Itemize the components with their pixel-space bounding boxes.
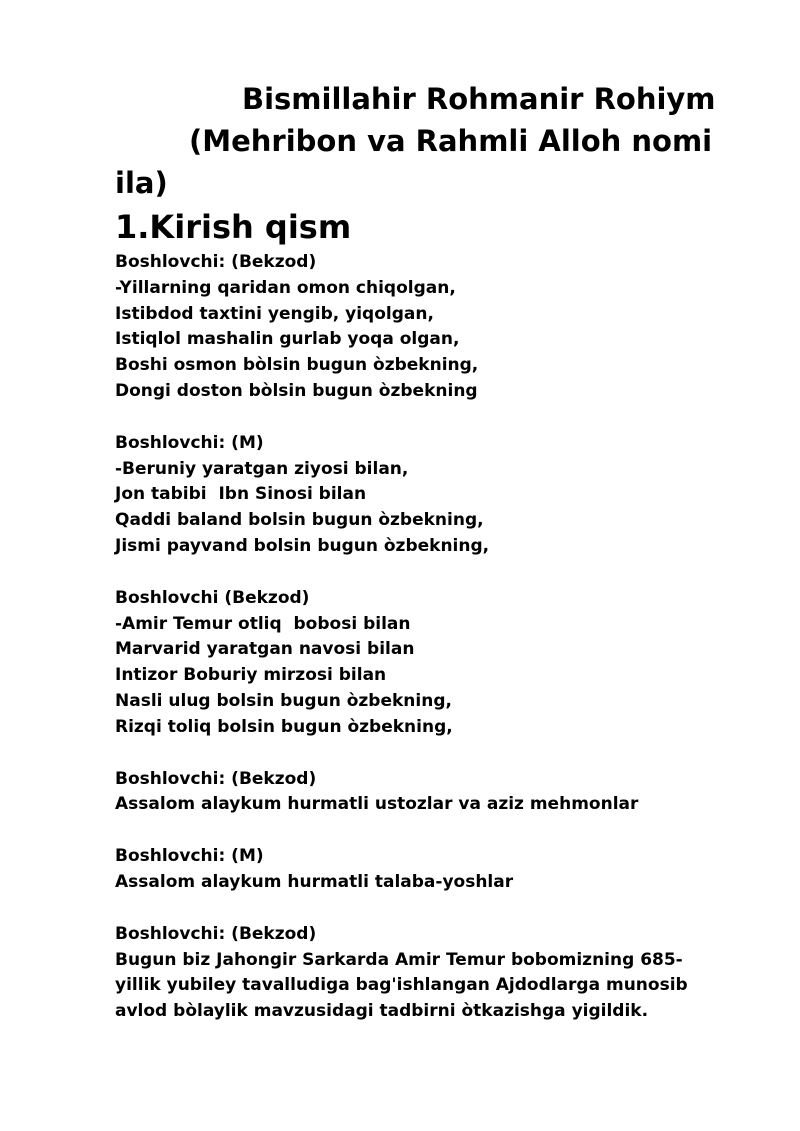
speaker-label: Boshlovchi: (Bekzod) <box>115 923 317 944</box>
verse-line: Istiqlol mashalin gurlab yoqa olgan, <box>115 329 460 350</box>
speaker-label: Boshlovchi: (Bekzod) <box>115 252 317 272</box>
verse-line: -Yillarning qaridan omon chiqolgan, <box>115 277 456 298</box>
document-page <box>115 78 725 1051</box>
speaker-label: Boshlovchi: (Bekzod) <box>115 768 317 789</box>
verse-line: Jon tabibi Ibn Sinosi bilan <box>115 484 367 505</box>
verse-line: Qaddi baland bolsin bugun òzbekning, <box>115 510 484 531</box>
announcement-paragraph: Bugun biz Jahongir Sarkarda Amir Temur bobomizning 685-yillik yubiley tavalludiga bag'ishlangan Ajdodlarga munosib avlod bòlaylik mavzusidagi tadbirni òtkazishga yigildik. <box>115 949 688 1022</box>
verse-line: Boshi osmon bòlsin bugun òzbekning, <box>115 355 479 376</box>
speaker-block-3 <box>115 586 725 741</box>
verse-line: Dongi doston bòlsin bugun òzbekning <box>115 380 478 401</box>
verse-line: Marvarid yaratgan navosi bilan <box>115 639 415 660</box>
speaker-block-1 <box>115 250 725 405</box>
greeting-line: Assalom alaykum hurmatli ustozlar va aziz mehmonlar <box>115 794 639 815</box>
speaker-block-6 <box>115 922 725 1025</box>
verse-line: -Amir Temur otliq bobosi bilan <box>115 613 411 634</box>
section-heading: 1.Kirish qism <box>115 208 352 246</box>
speaker-label: Boshlovchi (Bekzod) <box>115 587 310 608</box>
speaker-block-4 <box>115 767 725 819</box>
greeting-line: Assalom alaykum hurmatli talaba-yoshlar <box>115 871 514 892</box>
title-line-2: (Mehribon va Rahmli Alloh nomi <box>189 124 713 158</box>
title-line-1: Bismillahir Rohmanir Rohiym <box>242 82 716 116</box>
verse-line: Intizor Boburiy mirzosi bilan <box>115 665 387 686</box>
speaker-label: Boshlovchi: (M) <box>115 846 264 867</box>
verse-line: Istibdod taxtini yengib, yiqolgan, <box>115 303 434 324</box>
verse-line: -Beruniy yaratgan ziyosi bilan, <box>115 458 409 479</box>
speaker-label: Boshlovchi: (M) <box>115 432 264 453</box>
verse-line: Nasli ulug bolsin bugun òzbekning, <box>115 690 452 711</box>
verse-line: Rizqi toliq bolsin bugun òzbekning, <box>115 716 453 737</box>
speaker-block-2 <box>115 431 725 560</box>
speaker-block-5 <box>115 844 725 896</box>
title-line-3: ila) <box>115 166 168 200</box>
verse-line: Jismi payvand bolsin bugun òzbekning, <box>115 535 490 556</box>
